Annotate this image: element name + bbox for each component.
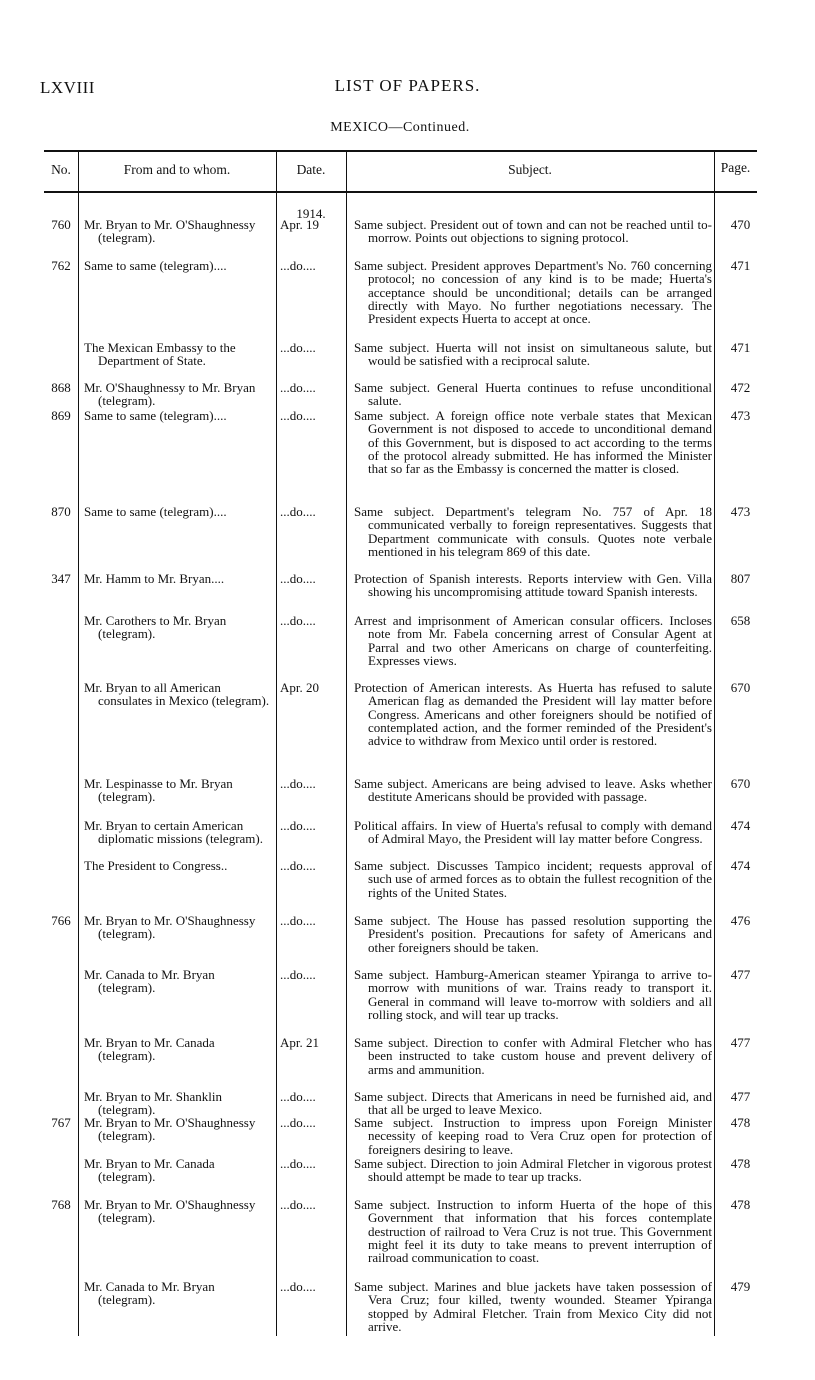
row-page: 478	[730, 1156, 751, 1171]
row-page: 471	[730, 258, 751, 273]
row-subject: Same subject. President approves Department's No. 760 concerning protocol; no concession of any kind is to be made; Huerta's acceptance should be unconditional; details can be arranged directly with Mayo. No further negotiations necessary. The President expects Huerta to accept at once.	[354, 258, 712, 327]
row-date: ...do....	[280, 913, 316, 928]
column-divider	[714, 150, 715, 1336]
papers-table	[44, 150, 757, 1336]
row-subject: Same subject. Instruction to impress upon Foreign Minister necessity of keeping road to Vera Cruz open for protection of foreigners desiring to leave.	[354, 1115, 712, 1157]
header-rule	[44, 191, 757, 193]
row-page: 477	[730, 1035, 751, 1050]
row-from: Mr. Bryan to Mr. O'Shaughnessy (telegram).	[84, 217, 256, 246]
row-number: 768	[51, 1197, 71, 1212]
row-from: Mr. Canada to Mr. Bryan (telegram).	[84, 967, 215, 996]
row-subject: Same subject. General Huerta continues to refuse unconditional salute.	[354, 380, 712, 409]
row-number: 869	[51, 408, 71, 423]
row-date: ...do....	[280, 504, 316, 519]
row-subject: Same subject. Instruction to inform Huerta of the hope of this Government that information that his forces contemplate destruction of railroad to Vera Cruz is not true. This Government might feel it its duty to take means to prevent interruption of railroad communication to coast.	[354, 1197, 712, 1266]
row-subject: Same subject. Marines and blue jackets have taken possession of Vera Cruz; four killed, twenty wounded. Steamer Ypiranga stopped by Admiral Fletcher. Train from Mexico City did not arrive.	[354, 1279, 712, 1334]
row-from: Mr. Bryan to certain American diplomatic missions (telegram).	[84, 818, 263, 847]
row-date: ...do....	[280, 858, 316, 873]
row-page: 473	[730, 504, 751, 519]
row-subject: Political affairs. In view of Huerta's refusal to comply with demand of Admiral Mayo, the President will lay matter before Congress.	[354, 818, 712, 847]
row-from: Mr. Carothers to Mr. Bryan (telegram).	[84, 613, 227, 642]
row-date: Apr. 19	[280, 217, 319, 232]
row-from: Mr. Bryan to Mr. Shanklin (telegram).	[84, 1089, 222, 1118]
row-date: ...do....	[280, 1197, 316, 1212]
row-page: 476	[730, 913, 751, 928]
row-date: ...do....	[280, 340, 316, 355]
row-date: ...do....	[280, 967, 316, 982]
row-date: Apr. 20	[280, 680, 319, 695]
row-page: 474	[730, 818, 751, 833]
row-subject: Same subject. A foreign office note verbale states that Mexican Government is not disposed to accede to unconditional demand of this Government, but is disposed to act according to the terms of the protocol already submitted. He has informed the Minister that so far as the Embassy is concerned the matter is closed.	[354, 408, 712, 477]
table-top-rule	[44, 150, 757, 152]
row-page: 471	[730, 340, 751, 355]
row-subject: Arrest and imprisonment of American consular officers. Incloses note from Mr. Fabela concerning arrest of Consular Agent at Parral and two other Americans on charge of counterfeiting. Expresses views.	[354, 613, 712, 668]
row-number: 347	[51, 571, 71, 586]
row-from: Mr. Bryan to Mr. Canada (telegram).	[84, 1035, 215, 1064]
page-number: LXVIII	[40, 78, 95, 97]
row-number: 762	[51, 258, 71, 273]
row-page: 477	[730, 1089, 751, 1104]
row-subject: Protection of American interests. As Huerta has refused to salute American flag as demanded the President will lay matter before Congress. Americans and other foreigners should be notified of contemplated action, and the former reminded of the President's advice to withdraw from Mexico until order is restored.	[354, 680, 712, 749]
column-divider	[346, 150, 347, 1336]
column-header-page: Page.	[720, 160, 751, 175]
row-page: 479	[730, 1279, 751, 1294]
row-subject: Same subject. Discusses Tampico incident; requests approval of such use of armed forces as to obtain the fullest recognition of the rights of the United States.	[354, 858, 712, 900]
row-subject: Same subject. Huerta will not insist on simultaneous salute, but would be satisfied with a reciprocal salute.	[354, 340, 712, 369]
row-page: 807	[730, 571, 751, 586]
row-number: 767	[51, 1115, 71, 1130]
row-from: The President to Congress..	[84, 858, 228, 873]
row-from: Mr. Bryan to Mr. Canada (telegram).	[84, 1156, 215, 1185]
column-header-from: From and to whom.	[123, 162, 231, 177]
row-subject: Same subject. The House has passed resolution supporting the President's position. Precautions for safety of Americans and other foreigners should be taken.	[354, 913, 712, 955]
row-subject: Same subject. Direction to join Admiral Fletcher in vigorous protest should attempt be made to tear up tracks.	[354, 1156, 712, 1185]
row-page: 470	[730, 217, 751, 232]
row-from: The Mexican Embassy to the Department of State.	[84, 340, 236, 369]
row-date: ...do....	[280, 818, 316, 833]
row-number: 870	[51, 504, 71, 519]
row-subject: Same subject. Direction to confer with Admiral Fletcher who has been instructed to take custom house and prevent delivery of arms and ammunition.	[354, 1035, 712, 1077]
row-page: 472	[730, 380, 751, 395]
row-number: 766	[51, 913, 71, 928]
row-from: Mr. Bryan to Mr. O'Shaughnessy (telegram).	[84, 913, 256, 942]
row-number: 868	[51, 380, 71, 395]
page-title: LIST OF PAPERS.	[334, 76, 481, 95]
column-divider	[276, 150, 277, 1336]
row-date: ...do....	[280, 613, 316, 628]
row-date: ...do....	[280, 1156, 316, 1171]
row-date: ...do....	[280, 1089, 316, 1104]
row-from: Same to same (telegram)....	[84, 258, 227, 273]
row-number: 760	[51, 217, 71, 232]
row-from: Same to same (telegram)....	[84, 408, 227, 423]
row-page: 670	[730, 680, 751, 695]
section-subtitle: MEXICO—Continued.	[330, 120, 470, 135]
row-from: Mr. Bryan to Mr. O'Shaughnessy (telegram).	[84, 1115, 256, 1144]
row-from: Mr. Canada to Mr. Bryan (telegram).	[84, 1279, 215, 1308]
column-header-no: No.	[51, 162, 71, 177]
row-date: ...do....	[280, 571, 316, 586]
row-date: ...do....	[280, 258, 316, 273]
row-from: Mr. Lespinasse to Mr. Bryan (telegram).	[84, 776, 233, 805]
year-label: 1914.	[296, 206, 326, 221]
row-date: ...do....	[280, 1115, 316, 1130]
row-subject: Same subject. President out of town and can not be reached until to-morrow. Points out objections to signing protocol.	[354, 217, 712, 246]
row-page: 473	[730, 408, 751, 423]
row-date: Apr. 21	[280, 1035, 319, 1050]
row-page: 658	[730, 613, 751, 628]
column-header-subject: Subject.	[508, 162, 552, 177]
row-from: Mr. Bryan to all American consulates in Mexico (telegram).	[84, 680, 270, 709]
row-page: 478	[730, 1197, 751, 1212]
column-divider	[78, 150, 79, 1336]
row-page: 670	[730, 776, 751, 791]
row-from: Mr. O'Shaughnessy to Mr. Bryan (telegram).	[84, 380, 256, 409]
row-page: 474	[730, 858, 751, 873]
row-date: ...do....	[280, 380, 316, 395]
row-from: Mr. Hamm to Mr. Bryan....	[84, 571, 225, 586]
row-page: 478	[730, 1115, 751, 1130]
row-date: ...do....	[280, 776, 316, 791]
row-subject: Protection of Spanish interests. Reports interview with Gen. Villa showing his uncompromising attitude toward Spanish interests.	[354, 571, 712, 600]
row-subject: Same subject. Hamburg-American steamer Ypiranga to arrive to-morrow with munitions of war. Trains ready to transport it. General in command will leave to-morrow with soldiers and all rolling stock, and will tear up tracks.	[354, 967, 712, 1022]
row-subject: Same subject. Department's telegram No. 757 of Apr. 18 communicated verbally to foreign representatives. Suggests that Department communicate with consuls. Quotes note verbale mentioned in his telegram 869 of this date.	[354, 504, 712, 559]
row-date: ...do....	[280, 1279, 316, 1294]
row-subject: Same subject. Directs that Americans in need be furnished aid, and that all be urged to leave Mexico.	[354, 1089, 712, 1118]
row-subject: Same subject. Americans are being advised to leave. Asks whether destitute Americans should be provided with passage.	[354, 776, 712, 805]
row-from: Mr. Bryan to Mr. O'Shaughnessy (telegram).	[84, 1197, 256, 1226]
row-date: ...do....	[280, 408, 316, 423]
column-header-date: Date.	[296, 162, 326, 177]
row-from: Same to same (telegram)....	[84, 504, 227, 519]
row-page: 477	[730, 967, 751, 982]
